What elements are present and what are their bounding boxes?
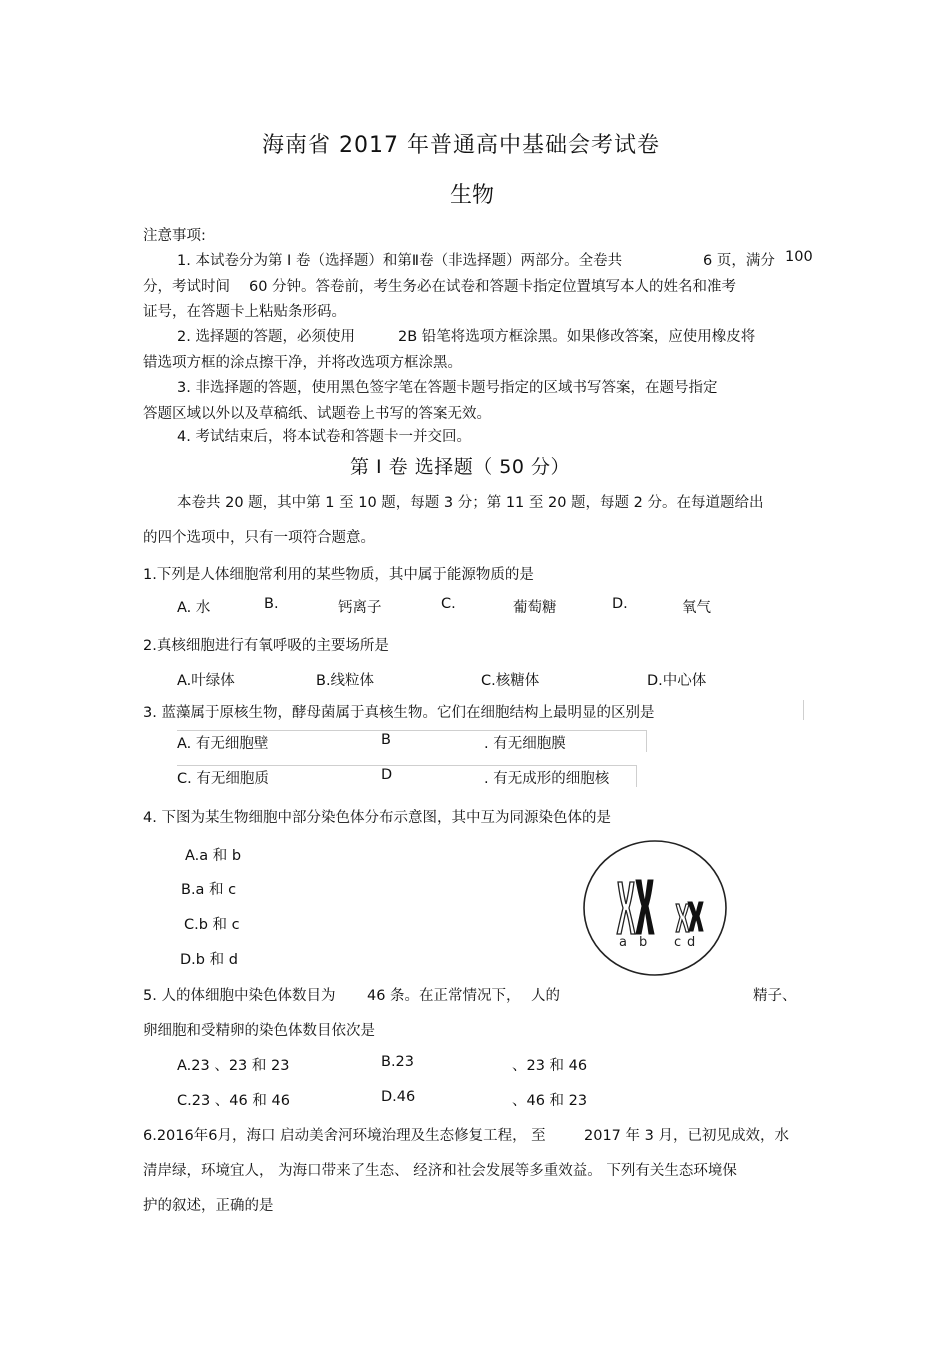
option-a: A.叶绿体 <box>177 673 235 689</box>
option-d-label: D <box>381 767 393 783</box>
table-border <box>646 730 647 752</box>
option-b-label: B. <box>264 596 279 612</box>
question-stem: 6.2016年6月，海口 启动美舍河环境治理及生态修复工程， 至 <box>143 1128 546 1144</box>
option-b: 、23 和 46 <box>512 1058 588 1074</box>
question-stem: 5. 人的体细胞中染色体数目为 <box>143 988 336 1004</box>
notice-line: 6 页，满分 <box>703 253 775 269</box>
option-b: . 有无细胞膜 <box>484 736 566 752</box>
question-stem: 2.真核细胞进行有氧呼吸的主要场所是 <box>143 638 389 654</box>
option-c: C.核糖体 <box>481 673 540 689</box>
option-b-label: B <box>381 732 391 748</box>
option-b: 钙离子 <box>338 600 382 616</box>
option-c: C. 有无细胞质 <box>177 771 269 787</box>
notice-line: 2. 选择题的答题，必须使用 <box>177 329 355 345</box>
question-stem: 人的 <box>531 988 560 1004</box>
chromosome-b <box>636 880 654 934</box>
question-stem: 2017 年 3 月，已初见成效，水 <box>584 1128 789 1144</box>
exam-title: 海南省 2017 年普通高中基础会考试卷 <box>262 133 660 158</box>
option-c: 葡萄糖 <box>513 600 557 616</box>
option-c: C.23 、46 和 46 <box>177 1093 290 1109</box>
option-d-label: D.46 <box>381 1089 416 1105</box>
question-stem: 4. 下图为某生物细胞中部分染色体分布示意图，其中互为同源染色体的是 <box>143 810 611 826</box>
notice-line: 1. 本试卷分为第 I 卷（选择题）和第Ⅱ卷（非选择题）两部分。全卷共 <box>177 253 623 269</box>
notice-line: 100 <box>785 249 813 265</box>
option-a: A. 有无细胞壁 <box>177 736 269 752</box>
question-stem: 3. 蓝藻属于原核生物，酵母菌属于真核生物。它们在细胞结构上最明显的区别是 <box>143 705 655 721</box>
option-b: B.a 和 c <box>181 882 237 898</box>
label-a: a <box>619 935 627 950</box>
option-d-label: D. <box>612 596 628 612</box>
cell-outline <box>584 841 726 975</box>
option-b-label: B.23 <box>381 1054 415 1070</box>
notice-heading: 注意事项: <box>143 228 206 244</box>
table-border <box>177 765 636 766</box>
question-stem: 清岸绿，环境宜人， 为海口带来了生态、 经济和社会发展等多重效益。 下列有关生态环境保 <box>143 1163 737 1179</box>
option-a: A. 水 <box>177 600 211 616</box>
table-border <box>177 730 647 731</box>
exam-subject: 生物 <box>450 183 495 208</box>
option-d: 氧气 <box>682 600 711 616</box>
option-c: C.b 和 c <box>184 917 240 933</box>
table-border <box>803 700 804 720</box>
question-stem: 护的叙述，正确的是 <box>143 1198 274 1214</box>
question-stem: 精子、 <box>753 988 797 1004</box>
chromosome-c <box>676 904 689 932</box>
notice-line: 2B 铅笔将选项方框涂黑。如果修改答案，应使用橡皮将 <box>398 329 756 345</box>
option-d: D.中心体 <box>647 673 707 689</box>
chromosome-d <box>688 902 703 931</box>
chromosome-figure <box>582 838 732 978</box>
label-d: d <box>687 935 696 950</box>
notice-line: 错选项方框的涂点擦干净，并将改选项方框涂黑。 <box>143 355 462 371</box>
notice-line: 分，考试时间 <box>143 279 230 295</box>
label-c: c <box>674 935 682 950</box>
section-title: 第 I 卷 选择题（ 50 分） <box>350 456 570 478</box>
question-stem: 1.下列是人体细胞常利用的某些物质，其中属于能源物质的是 <box>143 567 534 583</box>
notice-line: 60 分钟。答卷前，考生务必在试卷和答题卡指定位置填写本人的姓名和准考 <box>249 279 737 295</box>
question-stem: 46 条。在正常情况下， <box>367 988 521 1004</box>
section-intro: 本卷共 20 题，其中第 1 至 10 题，每题 3 分；第 11 至 20 题，每题 2 分。在每道题给出 <box>177 495 764 511</box>
option-a: A.a 和 b <box>185 848 242 864</box>
option-d: 、46 和 23 <box>512 1093 588 1109</box>
notice-line: 3. 非选择题的答题，使用黑色签字笔在答题卡题号指定的区域书写答案，在题号指定 <box>177 380 718 396</box>
notice-line: 答题区域以外以及草稿纸、试题卷上书写的答案无效。 <box>143 406 491 422</box>
option-d: . 有无成形的细胞核 <box>484 771 610 787</box>
notice-line: 证号，在答题卡上粘贴条形码。 <box>143 304 346 320</box>
notice-line: 4. 考试结束后，将本试卷和答题卡一并交回。 <box>177 429 471 445</box>
option-b: B.线粒体 <box>316 673 375 689</box>
question-stem: 卵细胞和受精卵的染色体数目依次是 <box>143 1023 375 1039</box>
option-a: A.23 、23 和 23 <box>177 1058 290 1074</box>
option-d: D.b 和 d <box>180 952 238 968</box>
chromosome-a <box>617 882 635 934</box>
label-b: b <box>639 935 648 950</box>
section-intro: 的四个选项中，只有一项符合题意。 <box>143 530 375 546</box>
option-c-label: C. <box>441 596 456 612</box>
table-border <box>636 765 637 787</box>
